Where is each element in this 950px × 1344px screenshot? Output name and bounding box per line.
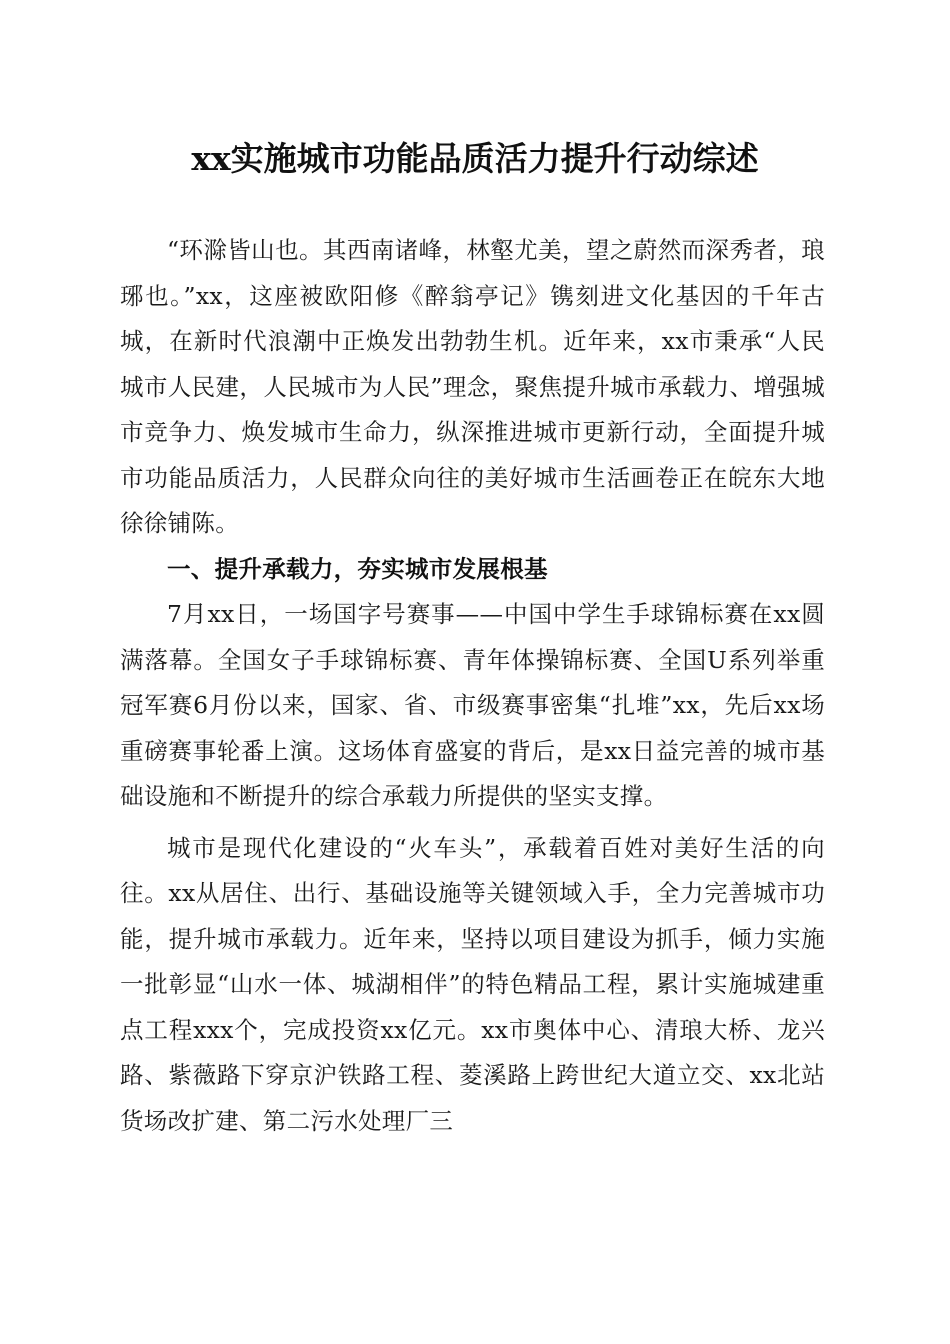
document-body: [120, 228, 825, 1144]
paragraph-sports-events: 7月xx日，一场国字号赛事——中国中学生手球锦标赛在xx圆满落幕。全国女子手球锦标赛、青年体操锦标赛、全国U系列举重冠军赛6月份以来，国家、省、市级赛事密集“扎堆”xx，先后xx场重磅赛事轮番上演。这场体育盛宴的背后，是xx日益完善的城市基础设施和不断提升的综合承载力所提供的坚实支撑。: [120, 600, 825, 810]
paragraph-city-functions: 城市是现代化建设的“火车头”，承载着百姓对美好生活的向往。xx从居住、出行、基础设施等关键领域入手，全力完善城市功能，提升城市承载力。近年来，坚持以项目建设为抓手，倾力实施一批彰显“山水一体、城湖相伴”的特色精品工程，累计实施城建重点工程xxx个，完成投资xx亿元。xx市奥体中心、清琅大桥、龙兴路、紫薇路下穿京沪铁路工程、菱溪路上跨世纪大道立交、xx北站货场改扩建、第二污水处理厂三: [120, 833, 825, 1135]
paragraph-intro: “环滁皆山也。其西南诸峰，林壑尤美，望之蔚然而深秀者，琅琊也。”xx，这座被欧阳修《醉翁亭记》镌刻进文化基因的千年古城，在新时代浪潮中正焕发出勃勃生机。近年来，xx市秉承“人民城市人民建，人民城市为人民”理念，聚焦提升城市承载力、增强城市竞争力、焕发城市生命力，纵深推进城市更新行动，全面提升城市功能品质活力，人民群众向往的美好城市生活画卷正在皖东大地徐徐铺陈。: [120, 236, 825, 537]
section-heading-1: 一、提升承载力，夯实城市发展根基: [167, 554, 548, 583]
document-title: xx实施城市功能品质活力提升行动综述: [191, 139, 759, 178]
